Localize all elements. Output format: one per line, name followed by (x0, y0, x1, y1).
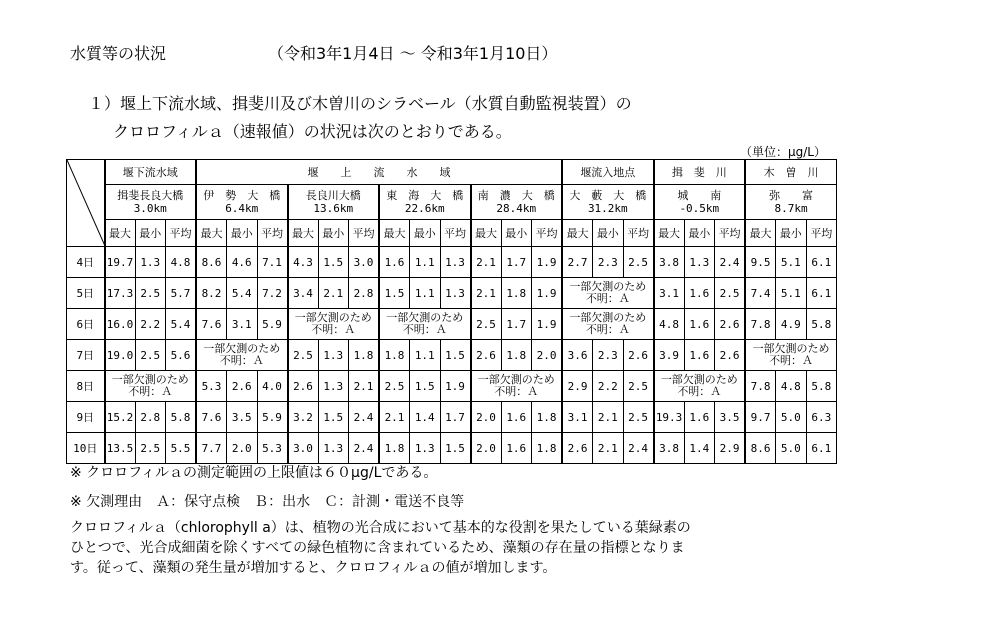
value-cell: 1.3 (440, 247, 471, 278)
value-cell: 1.5 (440, 340, 471, 371)
value-cell: 7.8 (745, 371, 776, 402)
value-cell: 2.6 (562, 433, 593, 464)
value-cell: 2.9 (715, 433, 746, 464)
value-cell: 2.6 (715, 340, 746, 371)
value-cell: 5.1 (776, 247, 807, 278)
day-label: 8日 (67, 371, 105, 402)
station-name: 南 濃 大 橋 (477, 189, 555, 202)
value-cell: 5.4 (166, 309, 197, 340)
missing-text: 一部欠測のため (294, 311, 372, 324)
value-cell: 19.0 (105, 340, 136, 371)
value-cell: 5.1 (776, 278, 807, 309)
value-cell: 3.4 (288, 278, 319, 309)
value-cell: 4.6 (227, 247, 258, 278)
value-cell: 6.1 (806, 247, 837, 278)
missing-text: 不明：Ａ (585, 323, 630, 336)
value-cell: 2.5 (623, 371, 654, 402)
diagonal-line (67, 160, 105, 246)
value-cell: 2.4 (623, 433, 654, 464)
description-line-1: クロロフィルａ（chlorophyll a）は、植物の光合成において基本的な役割を果たしている葉緑素の (70, 520, 691, 536)
stat-header: 平均 (349, 220, 380, 247)
station-header (105, 185, 197, 220)
missing-text: 不明：Ａ (311, 323, 356, 336)
value-cell: 2.5 (135, 433, 166, 464)
day-label: 5日 (67, 278, 105, 309)
value-cell: 2.5 (288, 340, 319, 371)
value-cell: 1.6 (684, 402, 715, 433)
value-cell: 4.8 (776, 371, 807, 402)
value-cell: 2.5 (623, 247, 654, 278)
value-cell: 2.6 (288, 371, 319, 402)
value-cell: 2.6 (715, 309, 746, 340)
value-cell: 15.2 (105, 402, 136, 433)
station-header (745, 185, 837, 220)
value-cell: 4.0 (257, 371, 288, 402)
value-cell: 4.3 (288, 247, 319, 278)
value-cell: 2.9 (562, 371, 593, 402)
missing-text: 一部欠測のため (386, 311, 464, 324)
page-title: 水質等の状況 (70, 44, 167, 63)
missing-text: 不明：Ａ (219, 354, 264, 367)
station-header (654, 185, 746, 220)
missing-cell (196, 340, 288, 371)
stat-header: 平均 (532, 220, 563, 247)
station-distance: 22.6km (404, 202, 445, 215)
unit-label: （単位：μg/L） (740, 145, 826, 159)
value-cell: 1.8 (379, 340, 410, 371)
area-header: 堰下流水域 (105, 160, 197, 185)
table-row (67, 340, 837, 371)
value-cell: 16.0 (105, 309, 136, 340)
missing-text: 不明：Ａ (494, 385, 539, 398)
value-cell: 5.5 (166, 433, 197, 464)
stat-header: 最大 (379, 220, 410, 247)
chlorophyll-table (66, 159, 837, 464)
value-cell: 2.5 (623, 402, 654, 433)
day-label: 4日 (67, 247, 105, 278)
value-cell: 3.8 (654, 433, 685, 464)
value-cell: 9.5 (745, 247, 776, 278)
value-cell: 3.2 (288, 402, 319, 433)
value-cell: 1.6 (501, 402, 532, 433)
value-cell: 1.3 (440, 278, 471, 309)
value-cell: 1.8 (349, 340, 380, 371)
day-label: 7日 (67, 340, 105, 371)
day-label: 9日 (67, 402, 105, 433)
missing-cell (288, 309, 380, 340)
missing-text: 不明：Ａ (769, 354, 814, 367)
value-cell: 3.9 (654, 340, 685, 371)
table-row (67, 278, 837, 309)
stat-header: 最大 (654, 220, 685, 247)
stat-header: 平均 (806, 220, 837, 247)
missing-cell (654, 371, 746, 402)
stat-header: 最小 (410, 220, 441, 247)
value-cell: 3.6 (562, 340, 593, 371)
station-name: 長良川大橋 (305, 189, 361, 202)
value-cell: 2.1 (318, 278, 349, 309)
value-cell: 5.7 (166, 278, 197, 309)
station-distance: -0.5km (679, 202, 720, 215)
value-cell: 2.0 (532, 340, 563, 371)
value-cell: 7.6 (196, 309, 227, 340)
stat-header: 最小 (593, 220, 624, 247)
stat-header: 最大 (471, 220, 502, 247)
stat-header: 平均 (166, 220, 197, 247)
value-cell: 2.5 (715, 278, 746, 309)
value-cell: 1.6 (684, 309, 715, 340)
value-cell: 5.3 (196, 371, 227, 402)
value-cell: 2.0 (471, 402, 502, 433)
missing-cell (745, 340, 837, 371)
station-name: 東 海 大 橋 (386, 189, 464, 202)
period-range: （令和3年1月4日 ～ 令和3年1月10日） (268, 44, 558, 63)
area-header: 堰流入地点 (562, 160, 654, 185)
value-cell: 1.9 (440, 371, 471, 402)
missing-text: 一部欠測のため (752, 342, 830, 355)
value-cell: 1.7 (501, 247, 532, 278)
value-cell: 8.6 (745, 433, 776, 464)
missing-text: 一部欠測のため (477, 373, 555, 386)
value-cell: 1.6 (684, 278, 715, 309)
missing-cell (105, 371, 197, 402)
area-header: 堰 上 流 水 域 (196, 160, 562, 185)
value-cell: 5.9 (257, 309, 288, 340)
value-cell: 1.9 (532, 247, 563, 278)
stat-header: 最小 (318, 220, 349, 247)
value-cell: 7.7 (196, 433, 227, 464)
value-cell: 1.8 (379, 433, 410, 464)
value-cell: 2.0 (227, 433, 258, 464)
value-cell: 1.3 (318, 433, 349, 464)
stat-header: 平均 (623, 220, 654, 247)
value-cell: 2.1 (379, 402, 410, 433)
missing-text: 不明：Ａ (585, 292, 630, 305)
missing-text: 一部欠測のため (111, 373, 189, 386)
missing-text: 一部欠測のため (569, 311, 647, 324)
value-cell: 2.1 (593, 433, 624, 464)
table-corner (67, 160, 105, 247)
stat-header: 最大 (196, 220, 227, 247)
stat-header: 最大 (562, 220, 593, 247)
station-name: 伊 勢 大 橋 (203, 189, 281, 202)
value-cell: 7.4 (745, 278, 776, 309)
value-cell: 2.4 (349, 433, 380, 464)
value-cell: 1.3 (318, 340, 349, 371)
station-name: 弥 富 (769, 189, 814, 202)
station-name: 揖斐長良大橋 (117, 189, 184, 202)
value-cell: 1.5 (410, 371, 441, 402)
day-label: 10日 (67, 433, 105, 464)
stat-header: 最小 (135, 220, 166, 247)
value-cell: 5.0 (776, 433, 807, 464)
value-cell: 3.1 (654, 278, 685, 309)
station-name: 大 藪 大 橋 (569, 189, 647, 202)
value-cell: 5.3 (257, 433, 288, 464)
table-row (67, 433, 837, 464)
value-cell: 2.4 (349, 402, 380, 433)
value-cell: 2.2 (593, 371, 624, 402)
value-cell: 5.8 (806, 309, 837, 340)
value-cell: 19.3 (654, 402, 685, 433)
station-header (379, 185, 471, 220)
value-cell: 7.6 (196, 402, 227, 433)
value-cell: 2.4 (715, 247, 746, 278)
value-cell: 2.5 (379, 371, 410, 402)
station-distance: 13.6km (313, 202, 354, 215)
station-name: 城 南 (677, 189, 722, 202)
value-cell: 5.0 (776, 402, 807, 433)
value-cell: 1.6 (379, 247, 410, 278)
description-line-3: す。従って、藻類の発生量が増加すると、クロロフィルａの値が増加します。 (70, 560, 557, 576)
value-cell: 4.8 (654, 309, 685, 340)
value-cell: 2.3 (593, 247, 624, 278)
value-cell: 3.0 (288, 433, 319, 464)
stat-header: 最小 (501, 220, 532, 247)
value-cell: 2.0 (471, 433, 502, 464)
value-cell: 7.2 (257, 278, 288, 309)
value-cell: 1.6 (684, 340, 715, 371)
value-cell: 1.3 (135, 247, 166, 278)
stat-header: 最小 (684, 220, 715, 247)
value-cell: 1.7 (440, 402, 471, 433)
value-cell: 1.3 (410, 433, 441, 464)
value-cell: 17.3 (105, 278, 136, 309)
value-cell: 7.8 (745, 309, 776, 340)
value-cell: 1.3 (318, 371, 349, 402)
value-cell: 2.8 (349, 278, 380, 309)
missing-text: 一部欠測のため (569, 280, 647, 293)
value-cell: 1.5 (379, 278, 410, 309)
stat-header: 最大 (745, 220, 776, 247)
missing-cell (471, 371, 563, 402)
value-cell: 2.5 (135, 340, 166, 371)
intro-line-2: クロロフィルａ（速報値）の状況は次のとおりである。 (113, 122, 512, 141)
value-cell: 2.6 (623, 340, 654, 371)
stat-header: 平均 (715, 220, 746, 247)
value-cell: 1.7 (501, 309, 532, 340)
value-cell: 1.9 (532, 309, 563, 340)
value-cell: 2.8 (135, 402, 166, 433)
missing-cell (562, 278, 654, 309)
value-cell: 9.7 (745, 402, 776, 433)
missing-text: 不明：Ａ (128, 385, 173, 398)
value-cell: 1.8 (501, 278, 532, 309)
value-cell: 1.8 (532, 402, 563, 433)
stat-header: 最小 (776, 220, 807, 247)
stat-header: 平均 (440, 220, 471, 247)
value-cell: 13.5 (105, 433, 136, 464)
missing-text: 一部欠測のため (203, 342, 281, 355)
station-header (288, 185, 380, 220)
value-cell: 2.7 (562, 247, 593, 278)
value-cell: 8.6 (196, 247, 227, 278)
description-line-2: ひとつで、光合成細菌を除くすべての緑色植物に含まれているため、藻類の存在量の指標となりま (70, 540, 685, 556)
value-cell: 1.6 (501, 433, 532, 464)
value-cell: 3.5 (227, 402, 258, 433)
value-cell: 19.7 (105, 247, 136, 278)
value-cell: 5.8 (806, 371, 837, 402)
station-distance: 8.7km (774, 202, 808, 215)
value-cell: 6.1 (806, 433, 837, 464)
value-cell: 4.9 (776, 309, 807, 340)
station-distance: 28.4km (496, 202, 537, 215)
value-cell: 7.1 (257, 247, 288, 278)
station-header (471, 185, 563, 220)
stat-header: 最小 (227, 220, 258, 247)
value-cell: 1.1 (410, 247, 441, 278)
missing-text: 不明：Ａ (677, 385, 722, 398)
day-label: 6日 (67, 309, 105, 340)
stat-header: 平均 (257, 220, 288, 247)
stat-header: 最大 (105, 220, 136, 247)
station-header (196, 185, 288, 220)
value-cell: 2.1 (471, 247, 502, 278)
table-row (67, 371, 837, 402)
value-cell: 3.8 (654, 247, 685, 278)
missing-text: 不明：Ａ (402, 323, 447, 336)
value-cell: 1.4 (684, 433, 715, 464)
station-distance: 6.4km (225, 202, 259, 215)
value-cell: 5.9 (257, 402, 288, 433)
value-cell: 5.4 (227, 278, 258, 309)
table-row (67, 402, 837, 433)
station-distance: 3.0km (133, 202, 167, 215)
value-cell: 4.8 (166, 247, 197, 278)
value-cell: 3.1 (562, 402, 593, 433)
table-row (67, 309, 837, 340)
value-cell: 6.1 (806, 278, 837, 309)
value-cell: 2.3 (593, 340, 624, 371)
table-row (67, 247, 837, 278)
value-cell: 2.5 (471, 309, 502, 340)
missing-cell (379, 309, 471, 340)
area-header: 木 曽 川 (745, 160, 837, 185)
value-cell: 2.1 (349, 371, 380, 402)
value-cell: 3.0 (349, 247, 380, 278)
value-cell: 6.3 (806, 402, 837, 433)
value-cell: 5.8 (166, 402, 197, 433)
stat-header: 最大 (288, 220, 319, 247)
value-cell: 1.5 (440, 433, 471, 464)
value-cell: 2.5 (135, 278, 166, 309)
value-cell: 1.5 (318, 247, 349, 278)
value-cell: 5.6 (166, 340, 197, 371)
station-header (562, 185, 654, 220)
value-cell: 1.5 (318, 402, 349, 433)
missing-cell (562, 309, 654, 340)
value-cell: 2.1 (471, 278, 502, 309)
value-cell: 1.1 (410, 278, 441, 309)
value-cell: 1.8 (532, 433, 563, 464)
value-cell: 1.4 (410, 402, 441, 433)
value-cell: 1.1 (410, 340, 441, 371)
area-header: 揖 斐 川 (654, 160, 746, 185)
station-distance: 31.2km (587, 202, 628, 215)
value-cell: 2.6 (471, 340, 502, 371)
missing-text: 一部欠測のため (660, 373, 738, 386)
note-upper-limit: ※ クロロフィルａの測定範囲の上限値は６０μg/Lである。 (70, 465, 438, 481)
value-cell: 1.3 (684, 247, 715, 278)
value-cell: 2.6 (227, 371, 258, 402)
value-cell: 3.5 (715, 402, 746, 433)
value-cell: 1.9 (532, 278, 563, 309)
note-missing-reasons: ※ 欠測理由 Ａ：保守点検 Ｂ：出水 Ｃ：計測・電送不良等 (70, 494, 465, 510)
value-cell: 3.1 (227, 309, 258, 340)
value-cell: 2.2 (135, 309, 166, 340)
value-cell: 8.2 (196, 278, 227, 309)
intro-line-1: １）堰上下流水域、揖斐川及び木曽川のシラベール（水質自動監視装置）の (88, 94, 632, 113)
value-cell: 1.8 (501, 340, 532, 371)
value-cell: 2.1 (593, 402, 624, 433)
